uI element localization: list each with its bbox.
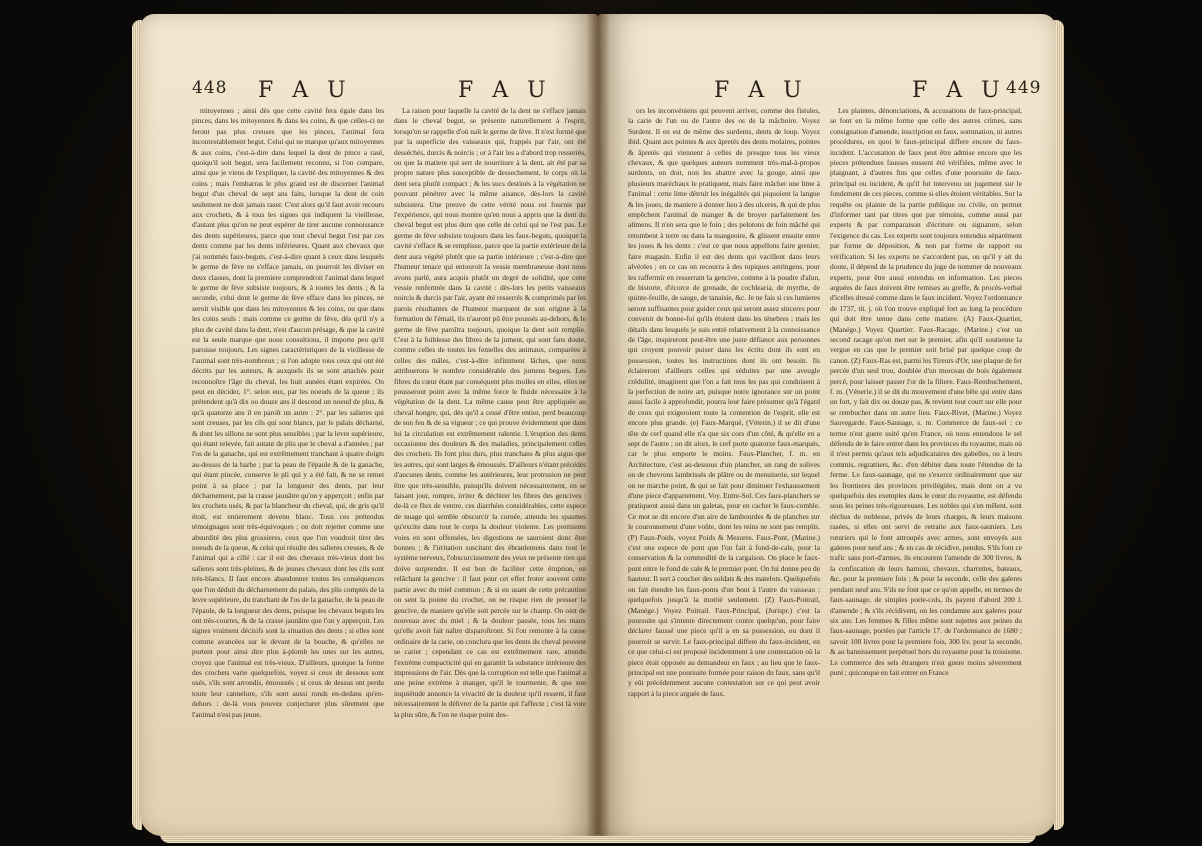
open-book-spread	[140, 14, 1056, 836]
right-column-2: Les plaintes, dénonciations, & accusations de faux-principal, se font en la même forme que celle des autres crimes, sans consignation d'amende, inscription en faux, sommation, ni autres procédures, en quoi le faux-principal differe encore du faux-incident. L'accusation de faux peut être admise encore que les pieces prétendues fausses eussent été vérifiées, même avec le plaignant, à d'autres fins que celles d'une poursuite de faux-principal ou incident, & qu'il fut intervenu un jugement sur le fondement de ces pieces, comme si elles étoient véritables. Sur la requête ou plainte de la partie publique ou civile, on permet d'informer tant par titres que par témoins, comme aussi par experts & par comparaison d'écriture ou signature, selon l'exigence du cas. Les experts sont toujours entendus séparément par forme de déposition, & non par forme de rapport ou vérification. Si les experts ne s'accordent pas, ou qu'il y ait du doute, il dépend de la prudence du juge de nommer de nouveaux experts, pour être aussi entendus en information. Les pieces arguées de faux doivent être remises au greffe, & procès-verbal d'icelles dressé comme dans le faux incident. Voyez l'ordonnance de 1737, tit. j. où l'on trouve expliqué fort au long la procédure qui doit être tenue dans cette matiere. (A) Faux-Quartier, (Manége.) Voyez Quartier. Faux-Racage, (Marine.) c'est un second racage qu'on met sur le premier, afin qu'il soutienne la vergue en cas que le premier soit brisé par quelque coup de canon. (Z) Faux-Ras est, parmi les Tireurs d'Or, une plaque de fer percée d'un seul trou, doublée d'un morceau de bois également percé, pour laisser passer l'or de la filiere. Faux-Rembuchement, f. m. (Vénerie.) il se dit du mouvement d'une bête qui entre dans un fort, y fait dix ou douze pas, & revient tout court sur elle pour se rembucher dans un autre lieu. Faux-Rivet, (Marine.) Voyez Sauvegarde. Faux-Saunage, s. m. Commerce de faux-sel : ce terme n'est guere usité qu'en France, où nous entendons le sel défendu de le faire entrer dans les provinces du royaume, mais où il n'est permis qu'aux tels adjudicataires des gabelles, ou à leurs commis, regrattiers, &c. d'en débiter dans toute l'étendue de la ferme. Le faux-saunage, qui ne s'exerce ordinairement que sur les frontieres des provinces privilégiées, mais dont on a vu quelquefois des exemples dans le cœur du royaume, est défendu sous les peines très-rigoureuses. Les nobles qui s'en mêlent, sont déchus de noblesse, privés de leurs charges, & leurs maisons rasées, si elles ont servi de retraite aux faux-sauniers. Les roturiers qui le font attroupés avec armes, sont envoyés aux galeres pour neuf ans ; & en cas de récidive, pendus. S'ils font ce trafic sans port-d'armes, ils encourent l'amende de 300 livres, & la confiscation de leurs harnois, chevaux, charrettes, bateaux, &c. pour la premiere fois ; & pour la seconde, celle des galeres pendant neuf ans. S'ils ne font que ce qu'on appelle, en termes de faux-saunage, de simples porte-cols, ils payent d'abord 200 l. d'amende ; & s'ils récidivent, on les condamne aux galeres pour six ans. Les femmes & filles même sont sujettes aux peines du faux-saunage, portées par l'article 17. de l'ordonnance de 1680 ; savoir 100 livres pour la premiere fois, 300 liv. pour la seconde, & au bannissement perpétuel hors du royaume pour la troisieme. Le commerce des sels étrangers n'est guere moins séverement puni ; quiconque en fait entrer en France	[830, 106, 1022, 677]
left-column-2: La raison pour laquelle la cavité de la dent ne s'efface jamais dans le cheval begut, se présente naturellement à l'esprit, lorsqu'on se rappelle d'où naît le germe de fève. Il n'est formé que par la superficie des vaisseaux qui, frappés par l'air, ont été desséchés, durcis & noircis ; or à l'air les a d'abord trop resserrés, ou que la matiere qui sert de nourriture à la dent, ait été par sa propre nature plus susceptible de dessechement, le corps où la dent sera plutôt compact ; & les sucs destinés à la végétation ne pouvant pénétrer avec la même aisance, dès-lors la cavité subsistera. Une preuve de cette vérité nous est fournie par l'expérience, qui nous montre qu'en nous a appris que la dent du cheval begut est plus dure que celle de celui qui ne l'est pas. Le germe de fève subsiste toujours dans les faux-beguts, quoique la cavité s'efface & se remplisse, parce que la partie extérieure de la dent aura végété plutôt que sa partie intérieure ; c'est-à-dire que l'humeur tenace qui entouroit la vessie membraneuse dont nous avons parlé, aura acquis plutôt un degré de solidité, que cette vessie renfermée dans la cavité : dès-lors les petits vaisseaux noircis & durcis par l'air, ayant été resserrés & comprimés par les parois résultantes de l'humeur marquent de son origine à la formation de l'émail, ils n'auront pû être poussés au-dehors, & le germe de fève paroîtra toujours, quoique la dent soit remplie. C'est à la foiblesse des fibres de la jument, qui sont fans doute, comme celles de toutes les femelles des animaux, comparées à celles des mâles, c'est-à-dire infiniment lâches, que nous attribuerons le nombre considérable des jumens begues. Les fibres du cœur étant par conséquent plus molles en elles, elles ne pousseront point avec la même force le fluide nécessaire à la végétation de la dent. La même cause peut être appliquée au cheval hongre, qui, dès qu'il a cessé d'être entier, perd beaucoup de son feu & de sa vigueur ; ce qui prouve évidemment que dans lui la circulation est extrêmement ralentie. L'éruption des dents occasionne des douleurs & des maladies, principalement celles des crochets. Ils font plus durs, plus tranchans & plus aigus que les autres, qui sont larges & émoussés. D'ailleurs n'étant précédés d'aucunes dents, comme les antérieures, leur protrusion ne peut être que très-sensible, puisqu'ils doivent nécessairement, en se faisant jour, rompre, irriter & déchirer les fibres des gencives : de-là ce flux de ventre, ces diarrhées considérables, cette espece de nuage qui semble obscurcir la cornée, attendu les spasmes qu'excite dans tout le corps la douleur violente. Les premieres voies en sont offensées, les digestions ne sauroient donc être bonnes ; & l'irritation suscitant des ébranlemens dans tout le système nerveux, l'obscurcissement des yeux ne présente rien qui doive surprendre. Il est bon de faciliter cette éruption, en relâchant la gencive : il faut pour cet effet froter souvent cette partie avec du miel commun ; & si en usant de cette précaution on sent la pointe du crochet, on ne risque rien de presser la gencive, de maniere qu'elle soit percée sur le champ. On oint de nouveau avec du miel ; & la douleur passée, tous les maux qu'elle avoit fait naître disparoîtront. Si l'on remonte à la cause ordinaire de la carie, on conclura que les dents du cheval peuvent se carier ; cependant ce cas est extrêmement rare, attendu l'extrème compacticité qui en garantit la substance intérieure des impressions de l'air. Dès que la corruption est telle que l'animal a une peine extrème à manger, qu'il le tourmente, & que son inquiétude annonce la vivacité de la douleur qu'il ressent, il faut nécessairement le délivrer de la partie qui l'affecte ; c'est là voie la plus sûre, & l'on ne risque point des-	[394, 106, 586, 719]
right-headword-col1: F A U	[714, 78, 808, 103]
left-column-1: mitoyennes ; ainsi dès que cette cavité fera égale dans les pinces, dans les mitoyennes & dans les coins, & que celles-ci ne feront pas plus creuses que les pinces, l'animal fera incontestablement begut. Celui qui ne marque qu'aux mitoyennes & aux coins, c'est-à-dire dans lequel la dent de pince a rasé, quoiqu'il soit begut, sera facilement reconnu, si l'on compare, ainsi que je viens de l'expliquer, la cavité des mitoyennes & des coins ; mais l'embarras le plus grand est de discerner l'animal begut d'un cheval de sept ans faits, lorsque la dent de coin seulement ne doit jamais raser. C'est alors qu'il faut avoir recours aux crochets, & à tous les signes qui indiquent la vieillesse, d'autant plus qu'on ne peut espérer de tirer aucune connoissance des dents supérieures, parce que tout cheval begut l'est par ces dents comme par les dents inférieures. Quant aux chevaux que j'ai nommés faux-beguts, c'est-à-dire quant à ceux dans lesquels le germe de fève ne s'efface jamais, on pourroit les diviser en deux classes, dont la premiere comprendroit l'animal dans lequel le germe de fève subsiste toujours, & à toutes les dents ; & la seconde, celui dont le germe de fève efface dans les pinces, ne seroit visible que dans les mitoyennes & les coins, ou que dans les coins seuls : mais comme ce germe de fève, dès qu'il n'y a plus de cavité dans la dent, n'est d'aucun présage, & que la cavité est la seule marque que nous consultions, il importe peu qu'il paroisse toujours. Les signes caractéristiques de la vieillesse de l'animal sont très-nombreux ; si l'on adopte tous ceux qui ont été décrits par les auteurs, & auxquels ils se sont attachés pour reconnoître l'âge du cheval, les huit années étant expirées. On peut en décider, 1°. selon eux, par les noeuds de la queue ; ils prétendent qu'à dix ou douze ans il descend un noeud de plus, & qu'à quatorze ans il en paroît un autre : 2°. par les salieres qui sont creuses, par les cils qui sont blancs, par le palais décharné, & dont les sillons ne sont plus sensibles ; par la levre supérieure, qui étant relevée, fait autant de plis que le cheval a d'années ; par l'os de la ganache, qui est extrêmement tranchant à quatre doigts au-dessus de la barbe ; par la peau de l'épaule & de la ganache, qui étant pincée, conserve le pli qui y a été fait, & ne se remet point à sa place ; par la longueur des dents, par leur décharnement, par la crasse jaunâtre qu'on y apperçoit ; enfin par les crochets usés, & par la blancheur du cheval, qui, de gris qu'il étoit, est entierement devenu blanc. Tous ces prétendus témoignages sont très-équivoques ; on doit rejetter comme une absurdité des plus grossieres, ceux que l'on voudroit tirer des noeuds de la queue, & celui qui résulte des salieres creuses, & de l'animal qui a cillé : car il est des chevaux très-vieux dont les salieres sont très-pleines, & de jeunes chevaux dont les cils sont très-blancs. Il faut encore abandonner toutes les conséquences que l'on déduit du décharnement du palais, des plis comptés de la levre supérieure, du tranchant de l'os de la ganache, de la peau de l'épaule, de la longueur des dents, puisque les chevaux beguts les ont très-courtes, & de la crasse jaunâtre que l'on y apperçoit. Les signes vraiment décisifs sont la situation des dents ; si elles sont comme avancées sur le devant de la bouche, & qu'elles ne portent pour ainsi dire plus à-plomb les unes sur les autres, croyez que l'animal est très-vieux. D'ailleurs, quoique la forme des crochets varie quelquefois, voyez si ceux de dessous sont usés, s'ils sont arrondis, émoussés ; si ceux de dessus ont perdu toute leur cannelure, s'ils sont aussi ronds en-dedans qu'en-dehors : de-là vous pouvez conjecturer plus sûrement que l'animal n'est pas jeune.	[192, 106, 384, 719]
right-page-number: 449	[1006, 78, 1042, 98]
right-headword-col2: F A U	[912, 78, 1006, 103]
left-page	[140, 14, 598, 836]
left-headword-col1: F A U	[258, 78, 352, 103]
left-headword-col2: F A U	[458, 78, 552, 103]
book-gutter	[586, 14, 610, 836]
right-page	[598, 14, 1056, 836]
right-column-1: ors les inconvéniens qui peuvent arriver, comme des fistules, la carie de l'un ou de l'autre des os de la mâchoire. Voyez Surdent. Il en est de même des surdents, dents de loup. Voyez ibid. Quant aux pointes & aux âpretés des dents molaires, pointes & âpretés qui viennent à celles de presque tous les vieux chevaux, & que quelques auteurs nomment très-mal-à-propos surdents, on doit, non les abattre avec la gouge, ainsi que plusieurs maréchaux le pratiquent, mais faire mâcher une lime à l'animal : cette lime détruit les inégalités qui piquoient la langue & les joues, de maniere à donner lieu à des ulceres, & qui de plus empêchent l'animal de manger & de broyer parfaitement les alimens. Il n'en sera que le foin ; des pelotons de foin mâché qui retombent à terre ou dans la mangeoire, & glissent ensuite entre les joues & les dents : c'est ce que nous appellons faire grenier, faire magasin. Enfin il est des dents qui vacillent dans leurs alvéoles ; en ce cas on recourra à des topiques astringens, pour les raffermir en resserrant la gencive, comme à la poudre d'alun, de bistorte, d'écorce de grenade, de cochlearia, de myrrhe, de quinte-feuille, de sauge, de tanaisie, &c. Je ne fais si ces lumieres seront suffisantes pour guider ceux qui seront assez sinceres pour convenir de bonne-foi qu'ils étoient dans les ténebres ; mais les détails dans lesquels je suis entré relativement à la connoissance de l'âge, inspireront peut-être une juste défiance aux personnes qui croyent pouvoir puiser dans les écrits dont ils sont en possession, toutes les instructions dont ils ont besoin. Ils éclaireront d'ailleurs celles qui séduites par une aveugle crédulité, imaginent que l'on a fait tous les pas qui conduisent à la perfection de notre art, puisque notre ignorance sur un point aussi facile à approfondir, pourra leur faire présumer qu'à l'égard de ceux qui exigeroient toute la contention de l'esprit, elle est encore plus grande. (e) Faux-Marqué, (Véterin.) il se dit d'une tête de cerf quand elle n'a que six cors d'un côté, & qu'elle en a sept de l'autre ; on dit alors, le cerf porte quatorze faux-marqués, car le plus emporte le moins. Faux-Plancher, f. m. en Architecture, c'est au-dessous d'un plancher, un rang de solives ou de chevrons lambrissés de plâtre ou de menuiserie, sur lequel on ne marche point, & qui se fait pour diminuer l'exhaussement d'une piece d'appartement. Voy. Entre-Sol. Ces faux-planchers se pratiquent aussi dans un galetas, pour en cacher le faux-comble. Ce mot se dit encore d'un aire de lambourdes & de planches sur le couronnement d'une voûte, dont les reins ne sont pas remplis. (P) Faux-Poids, voyez Poids & Mesures. Faux-Pont, (Marine.) c'est une espece de pont que l'on fait à fond-de-cale, pour la conservation & la commodité de la cargaison. On place le faux-pont entre le fond de cale & le premier pont. On lui donne peu de hauteur. Il sert à coucher des soldats & des matelots. Quelquefois on fait étendre les faux-ponts d'un bout à l'autre du vaisseau ; quelquefois jusqu'à la moitié seulement. (Z) Faux-Poitrail, (Manége.) Voyez Poitrail. Faux-Principal, (Jurispr.) c'est la poursuite qui s'intente directement contre quelqu'un, pour faire déclarer faussé une piece qu'il a en sa possession, ou dont il pourroit se servir. Le faux-principal differe du faux-incident, en ce que celui-ci est proposé incidemment à une contestation où la piece étoit opposée au demandeur en faux ; au lieu que le faux-principal est une poursuite formée pour raison du faux, sans qu'il y eût précédemment aucune contestation sur ce qui peut avoir rapport à la piece arguée de faux.	[628, 106, 820, 698]
left-page-number: 448	[192, 78, 228, 98]
